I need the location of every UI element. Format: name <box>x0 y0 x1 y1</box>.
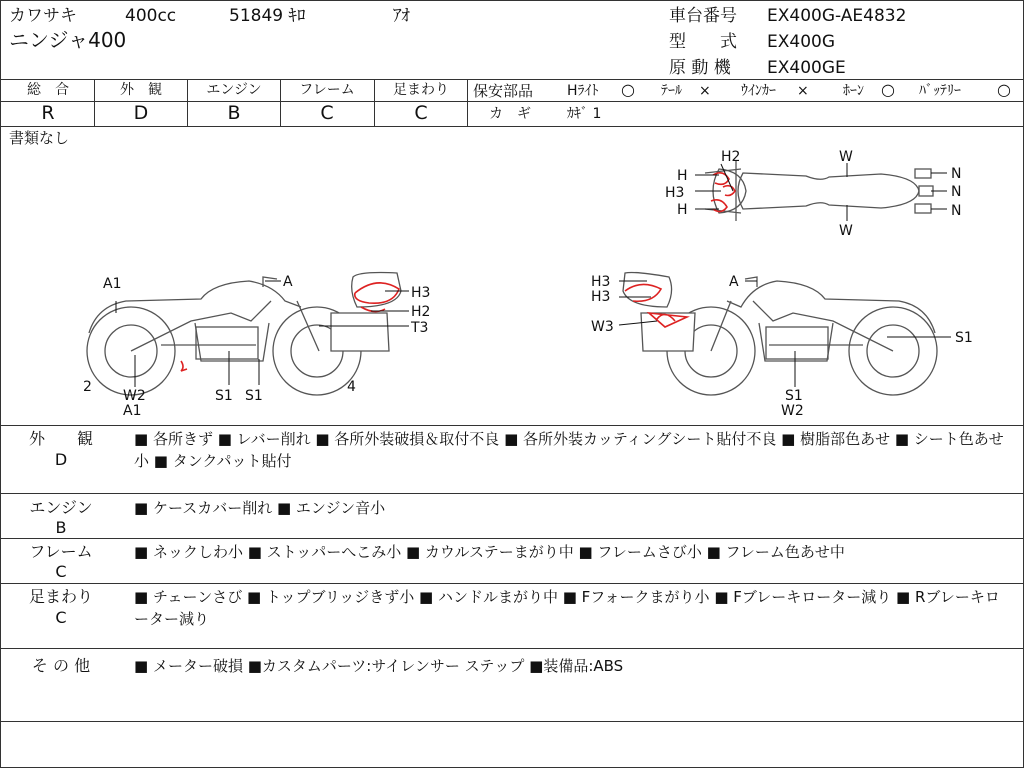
divider <box>467 79 468 126</box>
key-value: ｶｷﾞ 1 <box>567 106 602 122</box>
displacement: 400cc <box>125 6 177 26</box>
overall-grade: R <box>41 102 55 124</box>
section-engine-label: エンジン <box>29 498 93 517</box>
label-n1: N <box>951 166 962 182</box>
label-w3: W3 <box>591 319 614 335</box>
section-other-label: そ の 他 <box>31 656 91 675</box>
label-s1-left2: S1 <box>245 388 263 404</box>
label-h3-right1: H3 <box>591 274 611 290</box>
label-w2-left: W2 <box>123 388 146 404</box>
headlight-status: ○ <box>621 80 635 99</box>
section-frame-grade: C <box>55 562 67 581</box>
horn-status: ○ <box>881 80 895 99</box>
label-h2-left: H2 <box>411 304 431 320</box>
divider <box>1 648 1023 649</box>
divider <box>94 79 95 126</box>
winker-label: ｳｲﾝｶｰ <box>741 83 776 99</box>
battery-status: ○ <box>997 80 1011 99</box>
divider <box>187 79 188 126</box>
label-s1-right: S1 <box>955 330 973 346</box>
section-exterior-grade: D <box>54 450 68 469</box>
color: ｱｵ <box>393 6 410 26</box>
engine-grade: B <box>227 102 241 124</box>
label-4: 4 <box>347 379 356 395</box>
tail-status: × <box>699 83 711 99</box>
safety-label: 保安部品 <box>473 82 534 100</box>
label-s1-left1: S1 <box>215 388 233 404</box>
label-a1: A1 <box>103 276 122 292</box>
bike-left-view <box>87 273 401 396</box>
divider <box>1 721 1023 722</box>
section-other-text: ■ メーター破損 ■カスタムパーツ:サイレンサー ステップ ■装備品:ABS <box>134 657 624 675</box>
divider <box>1 79 1023 80</box>
label-h-top2: H <box>677 202 688 218</box>
section-exterior-label: 外 観 <box>28 429 93 448</box>
label-h2-top: H2 <box>721 149 741 165</box>
section-exterior-text: ■ 各所きず ■ レバー削れ ■ 各所外装破損＆取付不良 ■ 各所外装カッティングシート貼付不良 ■ 樹脂部色あせ ■ シート色あせ小 ■ タンクパット貼付 <box>134 430 1004 470</box>
label-a-left: A <box>283 274 293 290</box>
divider <box>374 79 375 126</box>
frame-grade: C <box>320 102 334 124</box>
divider <box>1 538 1023 539</box>
section-suspension-label: 足まわり <box>28 587 93 606</box>
label-a-right: A <box>729 274 739 290</box>
label-w-bottom: W <box>839 223 853 239</box>
bike-top-view <box>705 161 933 221</box>
divider <box>467 101 1023 102</box>
winker-status: × <box>797 83 809 99</box>
divider <box>280 79 281 126</box>
label-t3: T3 <box>411 320 429 336</box>
exterior-grade: D <box>133 102 149 124</box>
battery-label: ﾊﾞｯﾃﾘｰ <box>919 83 961 99</box>
maker: カワサキ <box>9 6 77 26</box>
label-h3-right2: H3 <box>591 289 611 305</box>
section-suspension-text: ■ チェーンさび ■ トップブリッジきず小 ■ ハンドルまがり中 ■ Fフォークまがり小 ■ Fブレーキローター減り ■ Rブレーキローター減り <box>134 588 1000 628</box>
model-name: ニンジャ400 <box>9 28 127 52</box>
damage-diagram <box>1 127 1023 425</box>
suspension-grade: C <box>414 102 428 124</box>
label-s1-right-bottom: S1 <box>785 388 803 404</box>
divider <box>1 425 1023 426</box>
suspension-grade-label: 足まわり <box>393 82 449 98</box>
tail-label: ﾃｰﾙ <box>661 83 682 99</box>
label-h-top1: H <box>677 168 688 184</box>
section-engine-text: ■ ケースカバー削れ ■ エンジン音小 <box>134 499 386 517</box>
bike-right-view <box>623 273 937 396</box>
headlight-label: Hﾗｲﾄ <box>567 83 599 99</box>
mileage: 51849 ｷﾛ <box>229 6 306 26</box>
engine-value: EX400GE <box>767 58 846 78</box>
frame-grade-label: フレーム <box>299 82 355 98</box>
label-w2-right: W2 <box>781 403 804 419</box>
type-value: EX400G <box>767 32 836 52</box>
horn-label: ﾎｰﾝ <box>843 83 864 99</box>
label-h3-left: H3 <box>411 285 431 301</box>
documents: 書類なし <box>9 129 70 147</box>
divider <box>1 583 1023 584</box>
engine-label: 原 動 機 <box>669 58 731 78</box>
engine-grade-label: エンジン <box>206 82 262 98</box>
section-suspension-grade: C <box>55 608 67 627</box>
overall-label: 総 合 <box>27 82 69 98</box>
exterior-label: 外 観 <box>120 82 162 98</box>
label-n2: N <box>951 184 962 200</box>
label-2: 2 <box>83 379 92 395</box>
frame-no-label: 車台番号 <box>669 6 737 26</box>
label-a1-bottom: A1 <box>123 403 142 419</box>
label-w-top: W <box>839 149 853 165</box>
type-label: 型 式 <box>669 32 737 52</box>
section-frame-text: ■ ネックしわ小 ■ ストッパーへこみ小 ■ カウルステーまがり中 ■ フレームさび小 ■ フレーム色あせ中 <box>134 543 845 561</box>
label-h3-top: H3 <box>665 185 685 201</box>
label-n3: N <box>951 203 962 219</box>
divider <box>1 493 1023 494</box>
frame-no: EX400G-AE4832 <box>767 6 907 26</box>
section-engine-grade: B <box>55 518 67 537</box>
key-label: カ ギ <box>489 106 531 122</box>
section-frame-label: フレーム <box>29 542 93 561</box>
